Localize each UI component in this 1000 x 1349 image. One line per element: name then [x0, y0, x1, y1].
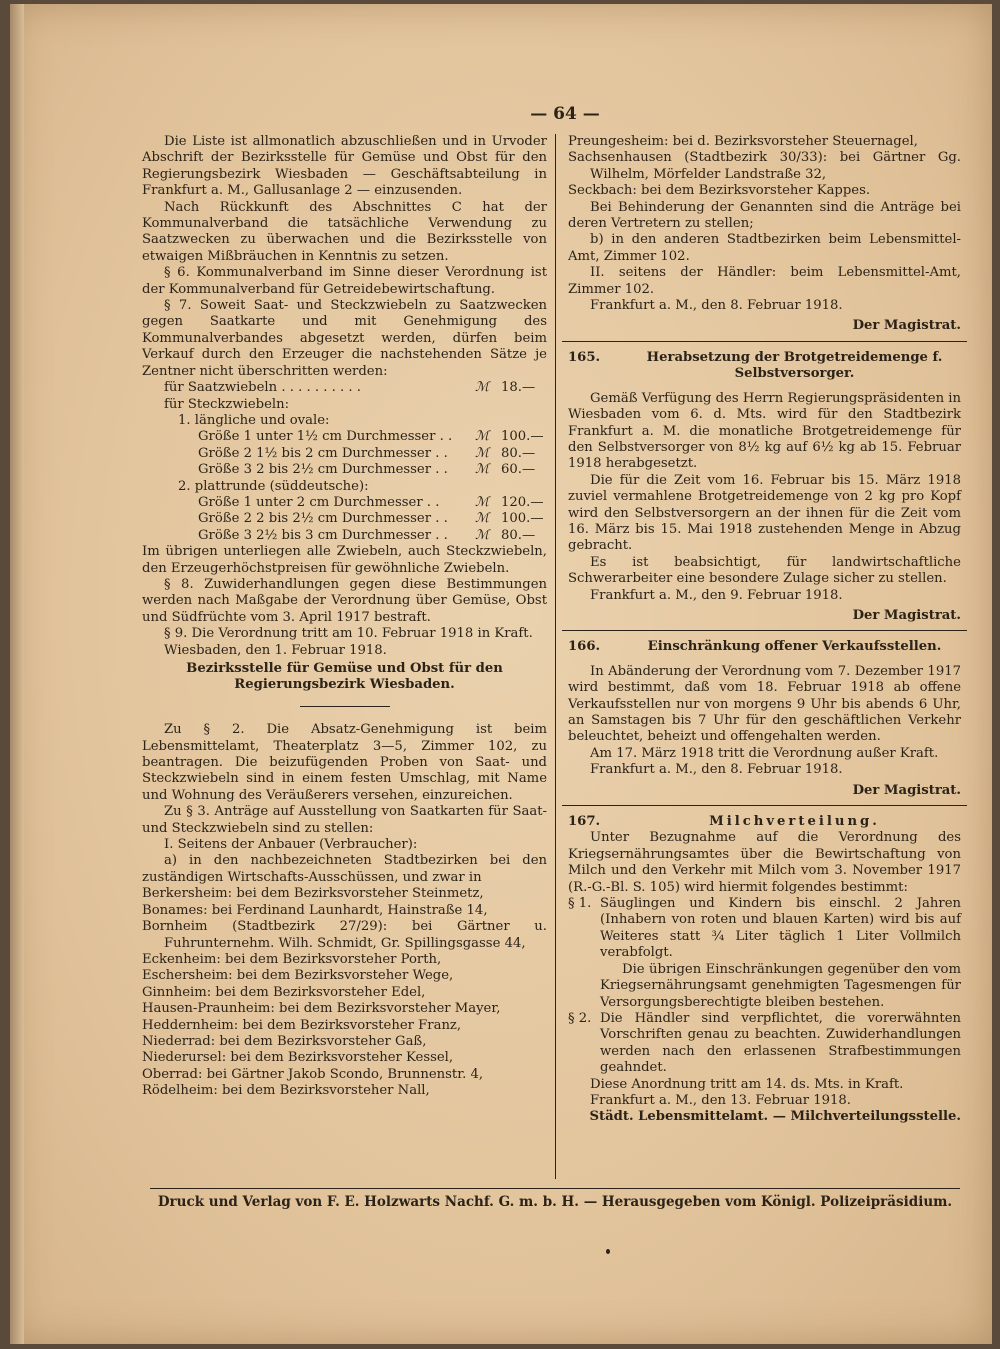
signature: Der Magistrat.	[852, 607, 961, 623]
price-amount: 18.—	[501, 380, 536, 396]
price-label: Größe 3 2 bis 2½ cm Durchmesser . .	[198, 462, 448, 478]
paragraph-number: § 1.	[568, 896, 592, 912]
price-currency: ℳ	[475, 380, 490, 396]
paragraph-text: Im übrigen unterliegen alle Zwiebeln, auch Steckzwiebeln, den Erzeugerhöchstpreisen für gewöhnliche Zwiebeln.	[142, 544, 547, 576]
district-entry: Heddernheim: bei dem Bezirksvorsteher Franz,	[142, 1017, 462, 1033]
price-row-saat	[142, 380, 547, 396]
price-row	[142, 511, 547, 527]
paragraph-text: Diese Anordnung tritt am 14. ds. Mts. in Kraft.	[590, 1076, 904, 1092]
price-row	[142, 446, 547, 462]
item-b: b) in den anderen Stadtbezirken beim Lebensmittel-Amt, Zimmer 102.	[568, 232, 961, 264]
paragraph-text: Säuglingen und Kindern bis einschl. 2 Jahren (Inhabern von roten und blauen Karten) wird bis auf Weiteres statt ¾ Liter täglich 1 Liter Vollmilch verabfolgt.	[600, 896, 961, 961]
signature: Städt. Lebensmittelamt. — Milchverteilungsstelle.	[589, 1109, 961, 1125]
paragraph-text: Es ist beabsichtigt, für landwirtschaftliche Schwerarbeiter eine besondere Zulage sicher zu stellen.	[568, 554, 961, 587]
paragraph-number: § 2.	[568, 1010, 592, 1026]
section-number: 167.	[568, 814, 601, 830]
section-title: Herabsetzung der Brotgetreidemenge f. Selbstversorger.	[646, 349, 943, 382]
price-amount: 100.—	[501, 429, 544, 445]
place-date: Frankfurt a. M., den 13. Februar 1918.	[590, 1092, 851, 1108]
price-row	[142, 462, 547, 478]
note-paragraph-3: Zu § 3. Anträge auf Ausstellung von Saatkarten für Saat- und Steckzwiebeln sind zu stellen:	[142, 804, 547, 836]
paragraph-text: Gemäß Verfügung des Herrn Regierungspräsidenten in Wiesbaden vom 6. d. Mts. wird für den Stadtbezirk Frankfurt a. M. die monatliche Brotgetreidemenge für den Selbstversorger von 8½ kg auf 6½ kg ab 15. Februar 1918 herabgesetzt.	[568, 390, 961, 472]
district-entry: Berkersheim: bei dem Bezirksvorsteher Steinmetz,	[142, 886, 484, 902]
authority-signature: Bezirksstelle für Gemüse und Obst für den Regierungsbezirk Wiesbaden.	[186, 661, 503, 693]
paragraph-text: In Abänderung der Verordnung vom 7. Dezember 1917 wird bestimmt, daß vom 18. Februar 1918 ab offene Verkaufsstellen nur von morgens 9 Uhr bis abends 6 Uhr, an Samstagen bis 7 Uhr für den geschäftlichen Verkehr beleuchtet, beheizt und offengehalten werden.	[568, 663, 961, 745]
district-entry: Bornheim (Stadtbezirk 27/29): bei Gärtner u. Fuhrunternehm. Wilh. Schmidt, Gr. Spillingsgasse 44,	[142, 919, 547, 951]
section-divider	[562, 341, 967, 342]
section-165-heading	[568, 350, 961, 383]
price-row	[142, 528, 547, 544]
section-167-heading	[568, 814, 961, 830]
section-number: 165.	[568, 349, 601, 365]
district-entry: Bonames: bei Ferdinand Launhardt, Hainstraße 14,	[142, 902, 488, 918]
divider	[142, 696, 547, 712]
paragraph-9: § 9. Die Verordnung tritt am 10. Februar 1918 in Kraft.	[164, 626, 533, 642]
price-amount: 80.—	[501, 527, 536, 543]
left-column	[142, 134, 547, 1100]
item-a: a) in den nachbezeichneten Stadtbezirken bei den zuständigen Wirtschafts-Ausschüssen, und zwar in	[142, 853, 547, 885]
section-divider	[562, 630, 967, 631]
paragraph-text: Am 17. März 1918 tritt die Verordnung außer Kraft.	[590, 745, 939, 761]
place-date: Frankfurt a. M., den 8. Februar 1918.	[590, 298, 843, 314]
district-entry: Oberrad: bei Gärtner Jakob Scondo, Brunnenstr. 4,	[142, 1066, 484, 1082]
price-currency: ℳ	[475, 511, 490, 527]
district-entry: Eckenheim: bei dem Bezirksvorsteher Porth,	[142, 951, 442, 967]
section-divider	[562, 805, 967, 806]
paragraph-text: Bei Behinderung der Genannten sind die Anträge bei deren Vertretern zu stellen;	[568, 199, 961, 232]
note-paragraph-2: Zu § 2. Die Absatz-Genehmigung ist beim Lebensmittelamt, Theaterplatz 3—5, Zimmer 102, zu beantragen. Die beizufügenden Proben von Saat- und Steckzwiebeln sind in einem festen Umschlag, mit Name und Wohnung des Veräußerers versehen, einzureichen.	[142, 722, 547, 803]
column-divider	[555, 134, 556, 1179]
price-group-heading: 2. plattrunde (süddeutsche):	[178, 478, 369, 494]
district-entry: Hausen-Praunheim: bei dem Bezirksvorsteher Mayer,	[142, 1001, 501, 1017]
price-currency: ℳ	[475, 527, 490, 543]
paper-spot	[606, 1249, 610, 1254]
price-label: Größe 2 1½ bis 2 cm Durchmesser . .	[198, 445, 448, 461]
price-currency: ℳ	[475, 429, 490, 445]
right-column	[568, 134, 961, 1132]
price-amount: 60.—	[501, 462, 536, 478]
price-amount: 100.—	[501, 511, 544, 527]
district-entry: Eschersheim: bei dem Bezirksvorsteher Wege,	[142, 968, 454, 984]
item-I: I. Seitens der Anbauer (Verbraucher):	[164, 837, 418, 853]
price-currency: ℳ	[475, 494, 490, 510]
paragraph-text: Die für die Zeit vom 16. Februar bis 15. März 1918 zuviel vermahlene Brotgetreidemenge von 2 kg pro Kopf wird den Selbstversorgern an der ihnen für die Zeit vom 16. März bis 15. Mai 1918 zustehenden Menge in Abzug gebracht.	[568, 472, 961, 554]
footer-rule	[150, 1188, 960, 1189]
price-row	[142, 429, 547, 445]
imprint-footer: Druck und Verlag von F. E. Holzwarts Nachf. G. m. b. H. — Herausgegeben vom Königl. Polizeipräsidium.	[157, 1194, 953, 1210]
price-heading: für Steckzwiebeln:	[164, 396, 290, 412]
price-label: Größe 1 unter 2 cm Durchmesser . .	[198, 494, 440, 510]
place-date: Wiesbaden, den 1. Februar 1918.	[164, 642, 387, 658]
price-label: Größe 1 unter 1½ cm Durchmesser . .	[198, 429, 453, 445]
price-currency: ℳ	[475, 462, 490, 478]
paragraph-1	[568, 896, 961, 1011]
page-number: — 64 —	[530, 104, 600, 124]
district-entry: Niederursel: bei dem Bezirksvorsteher Kessel,	[142, 1050, 454, 1066]
item-II: II. seitens der Händler: beim Lebensmittel-Amt, Zimmer 102.	[568, 265, 961, 297]
price-group-heading: 1. längliche und ovale:	[178, 412, 330, 428]
paragraph-text: Unter Bezugnahme auf die Verordnung des Kriegsernährungsamtes über die Bewirtschaftung von Milch und den Verkehr mit Milch vom 3. November 1917 (R.-G.-Bl. S. 105) wird hiermit folgendes bestimmt:	[568, 830, 961, 895]
signature: Der Magistrat.	[852, 318, 961, 334]
price-row	[142, 495, 547, 511]
price-amount: 80.—	[501, 445, 536, 461]
price-label: Größe 3 2½ bis 3 cm Durchmesser . .	[198, 527, 448, 543]
district-entry: Sachsenhausen (Stadtbezirk 30/33): bei Gärtner Gg. Wilhelm, Mörfelder Landstraße 32,	[568, 150, 961, 182]
paragraph-text: Die Händler sind verpflichtet, die vorerwähnten Vorschriften genau zu beachten. Zuwiderhandlungen werden nach den erlassenen Strafbestimmungen geahndet.	[600, 1010, 961, 1076]
section-166-heading	[568, 639, 961, 655]
price-amount: 120.—	[501, 494, 544, 510]
price-label: für Saatzwiebeln . . . . . . . . . .	[164, 380, 361, 396]
intro-paragraph: Nach Rückkunft des Abschnittes C hat der Kommunalverband die tatsächliche Verwendung zu Saatzwecken zu überwachen und die Bezirksstelle von etwaigen Mißbräuchen in Kenntnis zu setzen.	[142, 199, 547, 264]
place-date: Frankfurt a. M., den 8. Februar 1918.	[590, 762, 843, 778]
price-label: Größe 2 2 bis 2½ cm Durchmesser . .	[198, 511, 448, 527]
paragraph-6: § 6. Kommunalverband im Sinne dieser Verordnung ist der Kommunalverband für Getreidebewirtschaftung.	[142, 265, 547, 297]
section-title: Milchverteilung.	[709, 814, 880, 830]
intro-paragraph: Die Liste ist allmonatlich abzuschließen und in Urvoder Abschrift der Bezirksstelle für Gemüse und Obst für den Regierungsbezirk Wiesbaden — Geschäftsabteilung in Frankfurt a. M., Gallusanlage 2 — einzusenden.	[142, 134, 547, 199]
district-entry: Preungesheim: bei d. Bezirksvorsteher Steuernagel,	[568, 134, 918, 149]
binding-edge	[10, 4, 24, 1344]
district-entry: Rödelheim: bei dem Bezirksvorsteher Nall,	[142, 1083, 430, 1099]
paragraph-text: Die übrigen Einschränkungen gegenüber den vom Kriegsernährungsamt genehmigten Tagesmengen für Versorgungsberechtigte bleiben bestehen.	[600, 961, 961, 1010]
paragraph-8: § 8. Zuwiderhandlungen gegen diese Bestimmungen werden nach Maßgabe der Verordnung über Gemüse, Obst und Südfrüchte vom 3. April 1917 bestraft.	[142, 576, 547, 625]
signature: Der Magistrat.	[852, 782, 961, 798]
document-page	[10, 4, 992, 1344]
place-date: Frankfurt a. M., den 9. Februar 1918.	[590, 587, 843, 603]
paragraph-body	[600, 896, 961, 1011]
section-number: 166.	[568, 639, 601, 655]
paragraph-2	[568, 1011, 961, 1077]
district-entry: Niederrad: bei dem Bezirksvorsteher Gaß,	[142, 1033, 427, 1049]
district-entry: Seckbach: bei dem Bezirksvorsteher Kappes.	[568, 183, 871, 199]
price-currency: ℳ	[475, 445, 490, 461]
paragraph-7: § 7. Soweit Saat- und Steckzwiebeln zu Saatzwecken gegen Saatkarte und mit Genehmigung des Kommunalverbandes abgesetzt werden, dürfen beim Verkauf durch den Erzeuger die nachstehenden Sätze je Zentner nicht überschritten werden:	[142, 298, 547, 379]
district-entry: Ginnheim: bei dem Bezirksvorsteher Edel,	[142, 984, 426, 1000]
section-title: Einschränkung offener Verkaufsstellen.	[647, 639, 942, 655]
